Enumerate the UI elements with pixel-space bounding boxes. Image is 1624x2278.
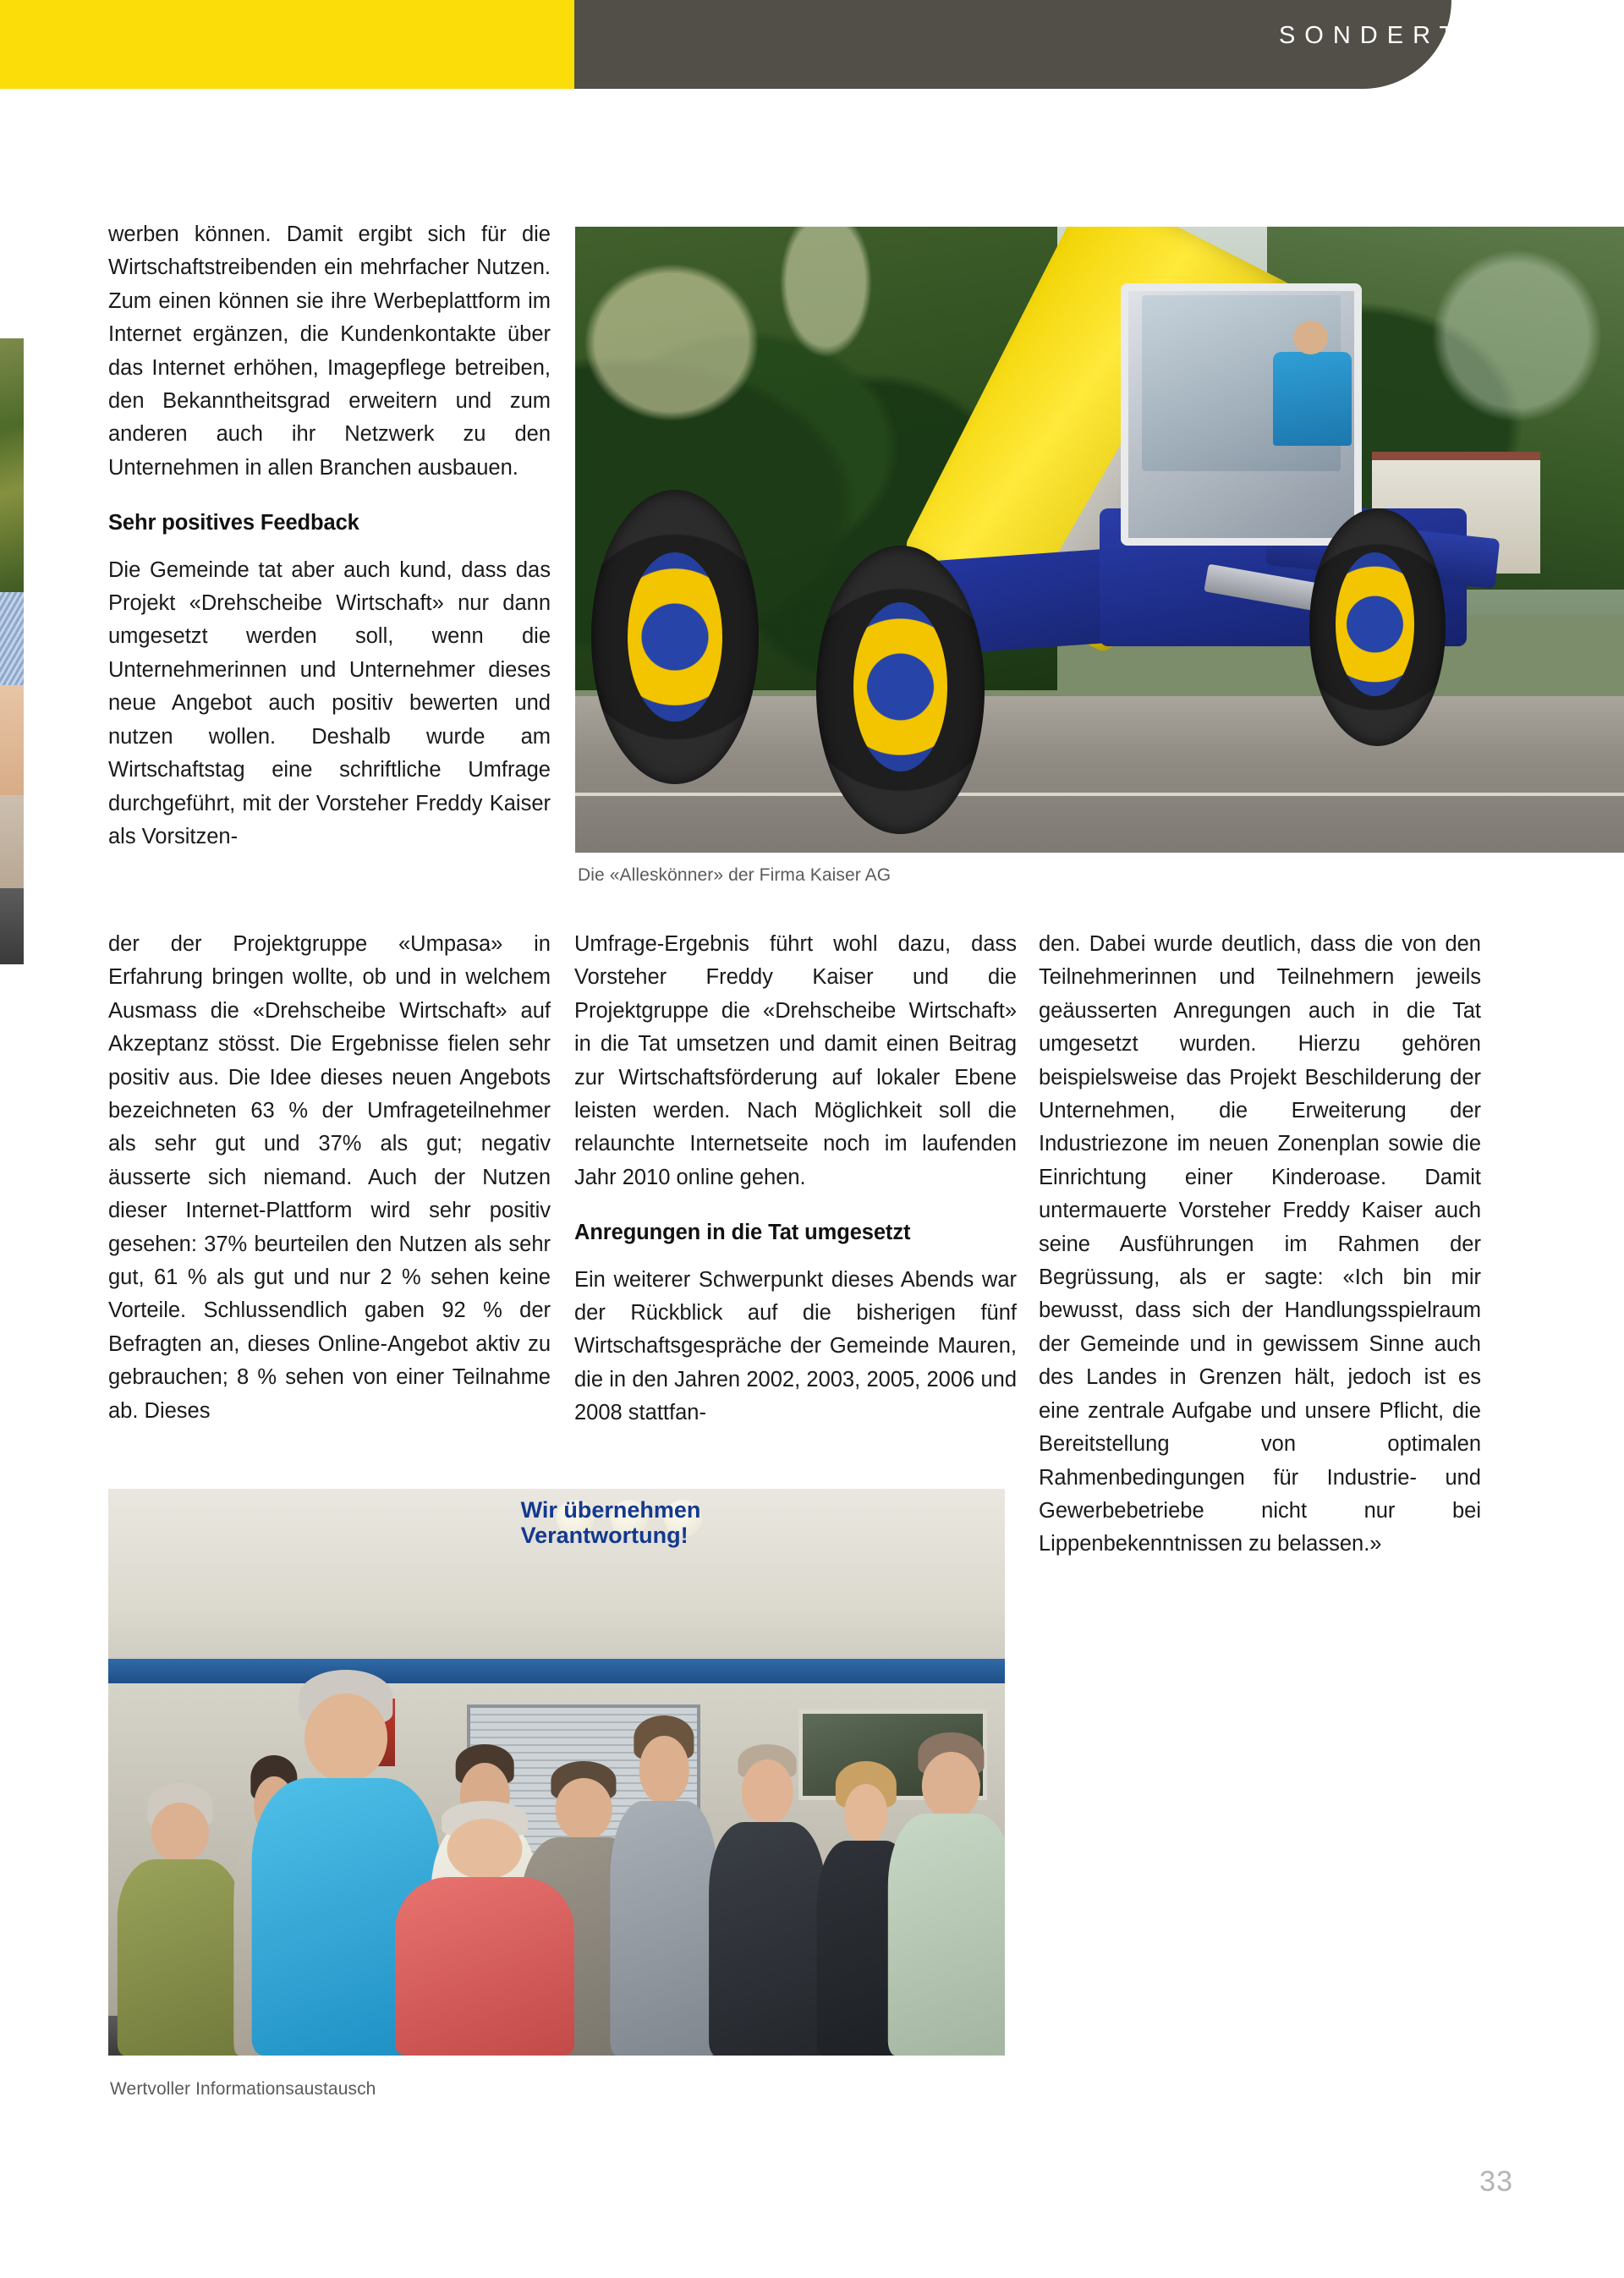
- paragraph: Ein weiterer Schwerpunkt dieses Abends war der Rückblick auf die bisherigen fünf Wirtschaftsgespräche der Gemeinde Mauren, die in den Jahren 2002, 2003, 2005, 2006 und 2008 stattfan-: [574, 1267, 1017, 1425]
- photo-person: [709, 1744, 826, 2056]
- excavator-operator-head: [1293, 321, 1328, 354]
- photo-wall-banner-line2: Verantwortung!: [520, 1523, 689, 1549]
- excavator-wheel-hub: [1336, 552, 1414, 696]
- paragraph: der der Projektgruppe «Umpasa» in Erfahrung bringen wollte, ob und in welchem Ausmass die «Drehscheibe Wirtschaft» auf Akzeptanz stösst. Die Ergebnisse fielen sehr positiv aus. Die Idee dieses neuen Angebots bezeichneten 63 % der Umfrageteilnehmer als sehr gut und 37% als gut; negativ äusserte sich niemand. Auch der Nutzen dieser Internet-Plattform wird sehr positiv gesehen: 37% beurteilen den Nutzen als sehr gut, 61 % als gut und nur 2 % sehen keine Vorteile. Schlussendlich gaben 92 % der Befragten an, dieses Online-Angebot aktiv zu gebrauchen; 8 % sehen von einer Teilnahme ab. Dieses: [108, 932, 551, 1423]
- photo-wall-banner-line1: Wir übernehmen: [520, 1497, 701, 1523]
- paragraph: werben können. Damit ergibt sich für die Wirtschaftstreibenden ein mehrfacher Nutzen. Zum einen können sie ihre Werbeplattform im Internet ergänzen, die Kundenkontakte über das Internet erhöhen, Imagepflege betreiben, den Bekanntheitsgrad erweitern und zum anderen auch ihr Netzwerk zu den Unternehmen in allen Branchen ausbauen.: [108, 222, 551, 480]
- page-header: [0, 0, 1624, 89]
- column-2: [574, 928, 1017, 1430]
- bleed-wall: [0, 795, 24, 888]
- photo-wall-banner: [521, 1497, 880, 1600]
- subheading-anregungen-in-die-tat-umgesetzt: Anregungen in die Tat umgesetzt: [574, 1221, 911, 1245]
- paragraph: Die Gemeinde tat aber auch kund, dass das Projekt «Drehscheibe Wirtschaft» nur dann umgesetzt werden soll, wenn die Unternehmerinnen und Unternehmer dieses neue Angebot auch positiv bewerten und nutzen wollen. Deshalb wurde am Wirtschaftstag eine schriftliche Umfrage durchgeführt, mit der Vorsteher Freddy Kaiser als Vorsitzen-: [108, 557, 551, 848]
- photo-person: [888, 1732, 1005, 2056]
- photo-kaiser-excavator: [575, 227, 1624, 853]
- excavator-wheel-hub: [628, 552, 722, 722]
- page-number: 33: [1479, 2165, 1513, 2198]
- bleed-skin: [0, 685, 24, 795]
- header-yellow-block: [0, 0, 574, 89]
- column-3: [1039, 928, 1481, 1562]
- caption-group-photo: Wertvoller Informationsaustausch: [110, 2079, 376, 2099]
- caption-excavator: Die «Alleskönner» der Firma Kaiser AG: [578, 865, 892, 885]
- excavator-operator-body: [1273, 352, 1352, 446]
- column-1-bottom: [108, 928, 551, 1428]
- column-1-top: [108, 218, 551, 854]
- photo-person: [611, 1715, 718, 2056]
- paragraph: den. Dabei wurde deutlich, dass die von den Teilnehmerinnen und Teilnehmern jeweils geäusserten Anregungen auch in die Tat umgesetzt wurden. Hierzu gehören beispielsweise das Projekt Beschilderung der Unternehmen, die Erweiterung der Industriezone im neuen Zonenplan sowie die Einrichtung einer Kinderoase. Damit untermauerte Vorsteher Freddy Kaiser auch seine Ausführungen im Rahmen der Begrüssung, als er sagte: «Ich bin mir bewusst, dass sich der Handlungsspielraum der Gemeinde und in gewissem Sinne auch des Landes in Grenzen hält, jedoch ist es eine zentrale Aufgabe und unsere Pflicht, die Bereitstellung von optimalen Rahmenbedingungen für Industrie- und Gewerbebetriebe nicht nur bei Lippenbekenntnissen zu belassen.»: [1039, 932, 1481, 1556]
- photo-information-exchange: [108, 1489, 1005, 2056]
- photo-person: [118, 1783, 243, 2056]
- subheading-sehr-positives-feedback: Sehr positives Feedback: [108, 511, 359, 535]
- excavator-wheel-hub: [853, 602, 948, 771]
- bleed-foliage: [0, 338, 24, 592]
- photo-road-marking: [575, 793, 1624, 796]
- photo-blue-beam: [108, 1659, 1005, 1683]
- paragraph: Umfrage-Ergebnis führt wohl dazu, dass Vorsteher Freddy Kaiser und die Projektgruppe die «Drehscheibe Wirtschaft» in die Tat umsetzen und damit einen Beitrag zur Wirtschaftsförderung auf lokaler Ebene leisten werden. Nach Möglichkeit soll die relaunchte Internetseite noch im laufenden Jahr 2010 online gehen.: [574, 932, 1017, 1189]
- bleed-shirt: [0, 592, 24, 685]
- photo-person-foreground: [395, 1801, 574, 2056]
- bleed-ground: [0, 888, 24, 964]
- section-label: SONDERTHEMA: [1278, 22, 1572, 49]
- page-bleed-sliver: [0, 338, 24, 964]
